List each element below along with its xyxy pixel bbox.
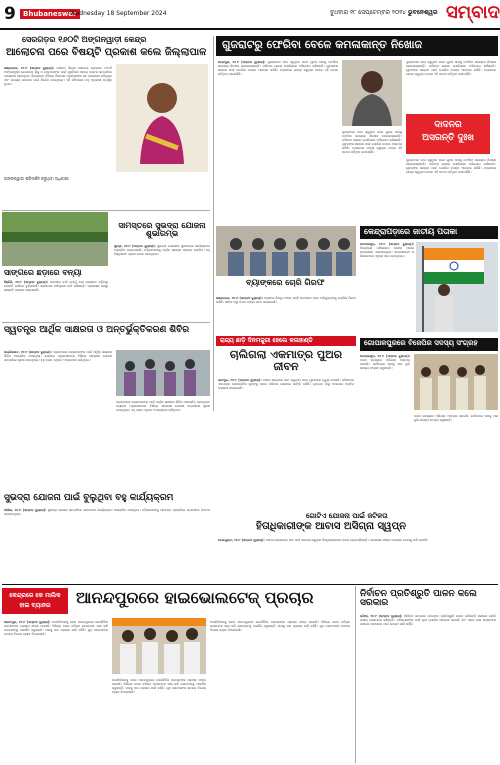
man-portrait [342,60,402,126]
article-body-continued [406,60,496,110]
feature-box-line1: ଦାଦନର [434,120,462,130]
article-headline: କେନ୍ଦ୍ରାପଡ଼ାରେ ଜାତୀୟ ପତାକା [364,227,458,236]
flag-hoisting-photo [416,242,498,332]
article-text-continued: ଦଳର ସଦସ୍ୟତା ଅଭିଯାନ ଆରମ୍ଭ ହୋଇଛି। କର୍ମୀମାନେ ଘରକୁ ଘର ବୁଲି ସଦସ୍ୟ ସଂଗ୍ରହ କରୁଛନ୍ତି। [414,414,498,423]
article-text: ଆବାସ ଯୋଜନାରେ ଘର ପାଇଁ ଅପେକ୍ଷା କରୁଥିବା ହିତାଧିକାରୀମାନେ ହତାଶ ହୋଇପଡ଼ିଛନ୍ତି। ପ୍ରଶାସନ ଶୀଘ୍ର ପଦକ୍ଷେପ ନେବାକୁ ଦାବି ହେଉଛି। [265,538,429,542]
edition-label: Bhubaneswar [20,9,80,19]
column-rule [213,36,214,411]
article-text: ଉପନିର୍ବାଚନକୁ ନେଇ ଆନନ୍ଦପୁରରେ ରାଜନୈତିକ ଦଳମାନଙ୍କ ପ୍ରଚାର ତୀବ୍ର ହୋଇଛି। ବିଭିନ୍ନ ଦଳର ବରିଷ୍ଠ ନେତାମାନେ ସଭା କରି ଭୋଟରଙ୍କୁ ଆକର୍ଷିତ କରୁଛନ୍ତି। ଘରକୁ ଘର ପ୍ରଚାର ଜାରି ରହିଛି। ଯୁବ ଭୋଟରଙ୍କ ଉପରେ ବିଶେଷ ଧ୍ୟାନ ଦିଆଯାଉଛି। [4,620,108,637]
article-headline: ଆଲୋଚନା ପରେ ବିଷୟ୍ଟି ପ୍ରକାଶ କଲେ ଜିଲ୍ଲାପାଳ [6,47,207,58]
article-text-continued: ଗ୍ରାମାଞ୍ଚଳର ଲୋକମାନଙ୍କ ପାଇଁ ଆର୍ଥିକ ସାକ୍ଷରତା ଶିବିର ଆୟୋଜିତ ହୋଇଥିଲା। ବ୍ୟାଙ୍କ ଅଧିକାରୀମାନେ ବିଭିନ୍ନ ସରକାରୀ ଯୋଜନା ସମ୍ପର୍କରେ ସୂଚନା ଦେଇଥିଲେ। ବହୁ ଲୋକ ଏଥିରେ ଅଂଶଗ୍ରହଣ କରିଥିଲେ। [116,400,210,413]
article-dateline: ଆନନ୍ଦପୁର, ୧୭।୯ (ସମ୍ବାଦ ବ୍ୟୁରୋ): [4,620,51,624]
section-label: ଭୁବନେଶ୍ୱର [408,9,438,16]
article-text: ଗଞ୍ଜାମ ଜିଲ୍ଲା ସେରଗଡ଼ ବ୍ଲକରେ ୧୬୦ଟି ଅଙ୍ଗନୱାଡ଼ୀ କେନ୍ଦ୍ରରେ ଶିଶୁ ଓ ମାତୃମାନଙ୍କ ପାଇଁ ପୁଷ୍ଟିକର ଖାଦ୍ୟ ବଣ୍ଟନ ସମ୍ପର୍କରେ ଆଲୋଚନା ହୋଇଥିଲା। ଜିଲ୍ଲାପାଳ ବିଭିନ୍ନ ବିଭାଗର ଅଧିକାରୀଙ୍କ ସହ ଆଲୋଚନା କରିଥିଲେ ଏବଂ ସମସ୍ୟା ସମାଧାନ ପାଇଁ ନିର୍ଦ୍ଦେଶ ଦେଇଥିଲେ। ଏହି ବୈଠକରେ ବହୁ ଅଧିକାରୀ ଉପସ୍ଥିତ ଥିଲେ। [4,66,112,87]
photo-caption: ଅଙ୍ଗନୱାଡ଼ୀ ପରିଦର୍ଶନ କରୁଥିବା ଅଧିକାରୀ [4,176,69,181]
date-odia: ବୁଧବାର ୧୮ ସେପ୍ଟେମ୍ବର ୨୦୨୪ [330,9,407,16]
article-body [4,508,210,580]
article-headline: ହିତାଧିକାରୀଙ୍କ ଆବାସ ଅସିଗ୍ନା ସ୍ୱପ୍ନ [256,521,406,532]
article-dateline: ସୁରଡ଼ା, ୧୭।୯ (ସମ୍ବାଦ ବ୍ୟୁରୋ): [114,244,156,248]
headline-bar [360,226,498,239]
article-text-continued: ଗୁଜରାଟରେ କାମ କରୁଥିବା ଜଣେ ଯୁବକ ଘରକୁ ଫେରିବା ସମୟରେ ନିଖୋଜ ହୋଇଯାଇଛନ୍ତି। ପରିବାର ଲୋକେ ପୋଲିସରେ ଅଭିଯୋଗ କରିଛନ୍ତି। ଯୁବକଙ୍କ ସନ୍ଧାନ ପାଇଁ ପୋଲିସ ତଦନ୍ତ ଆରମ୍ଭ କରିଛି। ଟ୍ରେନରେ ଯାତ୍ରା କରୁଥିବା ବେଳେ ଏହି ଘଟଣା ଘଟିଥିବା ଜଣାପଡ଼ିଛି। [406,60,496,77]
flooded-field-photo [2,212,108,266]
article-body [360,354,410,454]
article-anganwadi [2,36,210,208]
article-missing-youth [216,36,498,222]
article-headline: ଗୋପାଳପୁରରେ ବିଜେପିର ସଦସ୍ୟ ସଂଗ୍ରହ [364,339,478,347]
meeting-photo [414,354,498,410]
article-body-continued-3 [406,158,496,220]
article-body-continued [112,678,206,760]
article-text-continued: ଉପନିର୍ବାଚନକୁ ନେଇ ଆନନ୍ଦପୁରରେ ରାଜନୈତିକ ଦଳମାନଙ୍କ ପ୍ରଚାର ତୀବ୍ର ହୋଇଛି। ବିଭିନ୍ନ ଦଳର ବରିଷ୍ଠ ନେତାମାନେ ସଭା କରି ଭୋଟରଙ୍କୁ ଆକର୍ଷିତ କରୁଛନ୍ତି। ଘରକୁ ଘର ପ୍ରଚାର ଜାରି ରହିଛି। ଯୁବ ଭୋଟରଙ୍କ ଉପରେ ବିଶେଷ ଧ୍ୟାନ ଦିଆଯାଉଛି। [112,678,206,695]
article-text: ବିଦ୍ୟାଳୟ ପରିସରରେ ଜାତୀୟ ପତାକା ଉତ୍ତୋଳନ କରାଯାଇଥିଲା। ଛାତ୍ରଛାତ୍ରୀ ଓ ଶିକ୍ଷକମାନେ ଏଥିରେ ଭାଗ ନେଇଥିଲେ। [360,246,414,259]
section-rule [2,322,210,323]
meeting-image [414,354,498,410]
article-awas-yojana [216,512,498,582]
article-dateline: ବେଲଗୁଣ୍ଠା, ୧୭।୯ (ସମ୍ବାଦ ବ୍ୟୁରୋ): [218,538,265,542]
article-dateline: ଗୋପାଳପୁର, ୧୭।୯ (ସମ୍ବାଦ ବ୍ୟୁରୋ): [360,354,410,358]
article-text: ଗ୍ରାମାଞ୍ଚଳର ଲୋକମାନଙ୍କ ପାଇଁ ଆର୍ଥିକ ସାକ୍ଷରତା ଶିବିର ଆୟୋଜିତ ହୋଇଥିଲା। ବ୍ୟାଙ୍କ ଅଧିକାରୀମାନେ ବିଭିନ୍ନ ସରକାରୀ ଯୋଜନା ସମ୍ପର୍କରେ ସୂଚନା ଦେଇଥିଲେ। ବହୁ ଲୋକ ଏଥିରେ ଅଂଶଗ୍ରହଣ କରିଥିଲେ। [4,350,112,363]
column-rule [355,586,356,763]
article-text: ଦଳର ସଦସ୍ୟତା ଅଭିଯାନ ଆରମ୍ଭ ହୋଇଛି। କର୍ମୀମାନେ ଘରକୁ ଘର ବୁଲି ସଦସ୍ୟ ସଂଗ୍ରହ କରୁଛନ୍ତି। [360,358,410,371]
article-dateline: ପାଟପୁର, ୧୭।୯ (ସମ୍ବାଦ ବ୍ୟୁରୋ): [218,378,262,382]
article-text: ନିର୍ବାଚନ ସମୟରେ ଦେଇଥିବା ପ୍ରତିଶ୍ରୁତି ପାଳନ କରିଛନ୍ତି ସରକାର ବୋଲି ଦଳୀୟ ନେତାମାନେ କହିଛନ୍ତି। ମହିଳାମାନଙ୍କ ପାଇଁ ନୂଆ ଯୋଜନା ଆରମ୍ଭ ହୋଇଛି ଏବଂ ଏହାର ଲାଭ ସମସ୍ତଙ୍କ ପାଖରେ ପହଞ୍ଚାଇବା ପାଇଁ ଚେଷ୍ଟା ଜାରି ରହିଛି। [360,614,496,627]
page-number: 9 [4,4,16,24]
feature-box-line2: ଅସରନ୍ତି ଦୁଃଖ [422,133,474,143]
article-text: ଗୁଜରାଟରେ କାମ କରୁଥିବା ଜଣେ ଯୁବକ ଘରକୁ ଫେରିବା ସମୟରେ ନିଖୋଜ ହୋଇଯାଇଛନ୍ତି। ପରିବାର ଲୋକେ ପୋଲିସରେ ଅଭିଯୋଗ କରିଛନ୍ତି। ଯୁବକଙ୍କ ସନ୍ଧାନ ପାଇଁ ପୋଲିସ ତଦନ୍ତ ଆରମ୍ଭ କରିଛି। ଟ୍ରେନରେ ଯାତ୍ରା କରୁଥିବା ବେଳେ ଏହି ଘଟଣା ଘଟିଥିବା ଜଣାପଡ଼ିଛି। [218,60,338,77]
article-kicker: ରାଜ୍ୟ ଛାଡ଼ି ଦିନମଜୁରୀ ହେଲେ କଳାହାଣ୍ଡି [220,337,313,344]
woman-portrait [116,64,208,172]
article-body-continued [414,414,498,456]
kicker-line2: ହାଇ ବ୍ୟାନର [19,602,51,609]
article-headline: ସାଙ୍ଗରେ ଛଡ଼ାରେ ବନ୍ୟା [4,268,82,277]
article-dateline: ଛତ୍ରପୁର, ୧୭।୯ (ସମ୍ବାଦ ବ୍ୟୁରୋ): [218,60,266,64]
kicker-box [2,588,68,614]
date-english: Wednesday 18 September 2024 [70,10,167,17]
article-headline: ସୁଭଦ୍ରା ଯୋଜନା ପାଇଁ ବୁଲୁଥିବା ବହୁ କାର୍ଯ୍ୟକ୍ରମ [4,493,174,503]
article-dateline: ହିଞ୍ଜିଳି, ୧୭।୯ (ସମ୍ବାଦ ବ୍ୟୁରୋ): [4,280,48,284]
article-body [218,60,338,220]
headline-bar [216,36,498,56]
kicker-line1: କେନ୍ଦ୍ରରେ କେ ମାଲିକ [9,592,61,599]
kicker-bar [216,336,356,346]
section-rule [2,210,210,211]
article-kicker: ସେରଗଡ଼ର ୧୬୦ଟି ଅଙ୍ଗନୱାଡ଼ୀ କେନ୍ଦ୍ର [22,35,147,44]
article-dateline: ଖଲ୍ଲିକୋଟ, ୧୭।୯ (ସମ୍ବାଦ ବ୍ୟୁରୋ): [4,350,52,354]
article-headline: ଚାଲିଗଲା ଏକମାତ୍ର ପୁଅର ଜୀବନ [229,348,343,373]
article-dateline: ଭଞ୍ଜନଗର, ୧୭।୯ (ସମ୍ବାଦ ବ୍ୟୁରୋ): [216,296,263,300]
article-migrant-death [216,336,356,512]
article-body [360,242,414,334]
article-body [4,280,108,322]
article-body [218,538,496,580]
article-headline: ସାମସ୍ତରେ ସୁଭଦ୍ରା ଯୋଜନା ଶୁଭାରମ୍ଭ [118,221,206,239]
article-text: ବାହାର ରାଜ୍ୟରେ କାମ କରୁଥିବା ଜଣେ ଯୁବକଙ୍କ ମୃତ୍ୟୁ ହୋଇଛି। ପରିବାରର ଏକମାତ୍ର ରୋଜଗାରିଆ ପୁଅଙ୍କୁ ହରାଇ ପରିବାର ଶୋକରେ ଭାଙ୍ଗି ପଡ଼ିଛି। ମୃତଦେହ ଗାଁକୁ ଅଣାଯାଇ ଅନ୍ତିମ ସଂସ୍କାର କରାଯାଇଛି। [218,378,354,391]
article-body [218,378,354,510]
article-text: ବ୍ୟାଙ୍କ ଭିତରୁ ଟଙ୍କା ଚୋରି ଘଟଣାରେ ଜଣେ ଅଭିଯୁକ୍ତଙ୍କୁ ପୋଲିସ ଗିରଫ କରିଛି। ତାଙ୍କ ଠାରୁ ନଗଦ ଟଙ୍କା ଜବତ କରାଯାଇଛି। [216,296,356,305]
section-rule [2,584,498,585]
campaign-photo [112,618,206,674]
article-flag [360,226,498,336]
missing-youth-photo [342,60,402,126]
article-election-promise [358,586,498,763]
article-flood [2,212,110,322]
headline-bar [360,338,498,351]
article-headline: ଗୁଜରାଟରୁ ଫେରିବା ବେଳେ କମଳାକାନ୍ତ ନିଖୋଜ [222,38,423,51]
article-anandpur-campaign [2,586,352,763]
article-headline: ସ୍ୱତନ୍ତ୍ର ଆର୍ଥିକ ସାକ୍ଷରତା ଓ ଅନ୍ତର୍ଭୁକ୍ତିକରଣ ଶିବିର [4,325,190,335]
police-group-photo [216,226,356,276]
article-dateline: ଆସିକା, ୧୭।୯ (ସମ୍ବାଦ ବ୍ୟୁରୋ): [4,508,47,512]
article-bank-theft [216,226,356,294]
newspaper-logo: ସମ୍ବାଦ [446,2,500,23]
article-headline: ନିର୍ବାଚନ ପ୍ରତିଶ୍ରୁତି ପାଳନ କଲେ ସରକାର [360,589,477,609]
flag-image [416,242,498,332]
article-dateline: ଭଞ୍ଜନଗର, ୧୭।୯ (ସମ୍ବାଦ ବ୍ୟୁରୋ): [4,66,55,70]
article-body-continued-2 [342,130,402,220]
camp-photo [116,350,210,396]
article-body-continued [116,400,210,490]
field-image [2,212,108,266]
masthead [0,0,500,30]
article-body [4,620,108,760]
article-bank-theft-body [216,296,356,330]
article-headline: ଆନନ୍ଦପୁରରେ ହାଇଭୋଲଟେଜ୍ ପ୍ରଚାର [76,588,314,607]
article-subhadra-awareness [2,494,212,582]
article-text-continued: ଗୁଜରାଟରେ କାମ କରୁଥିବା ଜଣେ ଯୁବକ ଘରକୁ ଫେରିବା ସମୟରେ ନିଖୋଜ ହୋଇଯାଇଛନ୍ତି। ପରିବାର ଲୋକେ ପୋଲିସରେ ଅଭିଯୋଗ କରିଛନ୍ତି। ଯୁବକଙ୍କ ସନ୍ଧାନ ପାଇଁ ପୋଲିସ ତଦନ୍ତ ଆରମ୍ଭ କରିଛି। ଟ୍ରେନରେ ଯାତ୍ରା କରୁଥିବା ବେଳେ ଏହି ଘଟଣା ଘଟିଥିବା ଜଣାପଡ଼ିଛି। [406,158,496,175]
article-text: ସୁଭଦ୍ରା ଯୋଜନାର ଶୁଭାରମ୍ଭ କାର୍ଯ୍ୟକ୍ରମ ଅନୁଷ୍ଠିତ ହୋଇଯାଇଛି। ମହିଳାମାନଙ୍କୁ ଆର୍ଥିକ ସହାୟତା ପ୍ରଦାନ କରାଯିବ। ବହୁ ହିତାଧିକାରୀ ଏଥିରେ ଯୋଗ ଦେଇଥିଲେ। [114,244,210,257]
feature-box [406,114,490,154]
article-text: ଲଗାତାର ବର୍ଷା ଯୋଗୁଁ ନଦୀ ଜଳସ୍ତର ବଢ଼ିବାରୁ ଚାଷଜମି ପାଣିରେ ବୁଡ଼ିଯାଇଛି। ଚାଷୀମାନେ କ୍ଷତିପୂରଣ ଦାବି କରିଛନ୍ତି। ପ୍ରଶାସନ ପକ୍ଷରୁ କ୍ଷୟକ୍ଷତି ଆକଳନ କରାଯାଉଛି। [4,280,108,293]
article-body [360,614,496,760]
article-body [4,350,112,490]
article-text-continued: ଗୁଜରାଟରେ କାମ କରୁଥିବା ଜଣେ ଯୁବକ ଘରକୁ ଫେରିବା ସମୟରେ ନିଖୋଜ ହୋଇଯାଇଛନ୍ତି। ପରିବାର ଲୋକେ ପୋଲିସରେ ଅଭିଯୋଗ କରିଛନ୍ତି। ଯୁବକଙ୍କ ସନ୍ଧାନ ପାଇଁ ପୋଲିସ ତଦନ୍ତ ଆରମ୍ଭ କରିଛି। ଟ୍ରେନରେ ଯାତ୍ରା କରୁଥିବା ବେଳେ ଏହି ଘଟଣା ଘଟିଥିବା ଜଣାପଡ଼ିଛି। [342,130,402,155]
article-dateline: ଗୋପାଳପୁର, ୧୭।୯ (ସମ୍ବାଦ ବ୍ୟୁରୋ): [360,242,414,246]
article-kicker: ଗୋଟିଏ ଯୋଜନା ପାଇଁ ଜଟିଳତା [306,512,388,520]
article-body [4,66,112,172]
group-image [216,226,356,276]
camp-image [116,350,210,396]
article-bjp-membership [360,338,498,458]
article-text: ସୁଭଦ୍ରା ଯୋଜନା ସମ୍ପର୍କରେ ସଚେତନତା କାର୍ଯ୍ୟକ୍ରମ ଆୟୋଜିତ ହୋଇଥିଲା। ମହିଳାମାନଙ୍କୁ ଆବେଦନ ପ୍ରକ୍ରିୟା ସମ୍ପର୍କରେ ଅବଗତ କରାଯାଇଥିଲା। [4,508,210,517]
article-dateline: ଜଗିଆ, ୧୭।୯ (ସମ୍ବାଦ ବ୍ୟୁରୋ): [360,614,403,618]
article-financial-literacy [2,324,212,492]
campaign-image [112,618,206,674]
anganwadi-photo [116,64,208,172]
article-headline: ବ୍ୟାଙ୍କରେ ଚୋରି ଗିରଫ [246,278,325,287]
article-text-continued: ଉପନିର୍ବାଚନକୁ ନେଇ ଆନନ୍ଦପୁରରେ ରାଜନୈତିକ ଦଳମାନଙ୍କ ପ୍ରଚାର ତୀବ୍ର ହୋଇଛି। ବିଭିନ୍ନ ଦଳର ବରିଷ୍ଠ ନେତାମାନେ ସଭା କରି ଭୋଟରଙ୍କୁ ଆକର୍ଷିତ କରୁଛନ୍ତି। ଘରକୁ ଘର ପ୍ରଚାର ଜାରି ରହିଛି। ଯୁବ ଭୋଟରଙ୍କ ଉପରେ ବିଶେଷ ଧ୍ୟାନ ଦିଆଯାଉଛି। [210,620,350,633]
article-body-continued-2 [210,620,350,760]
